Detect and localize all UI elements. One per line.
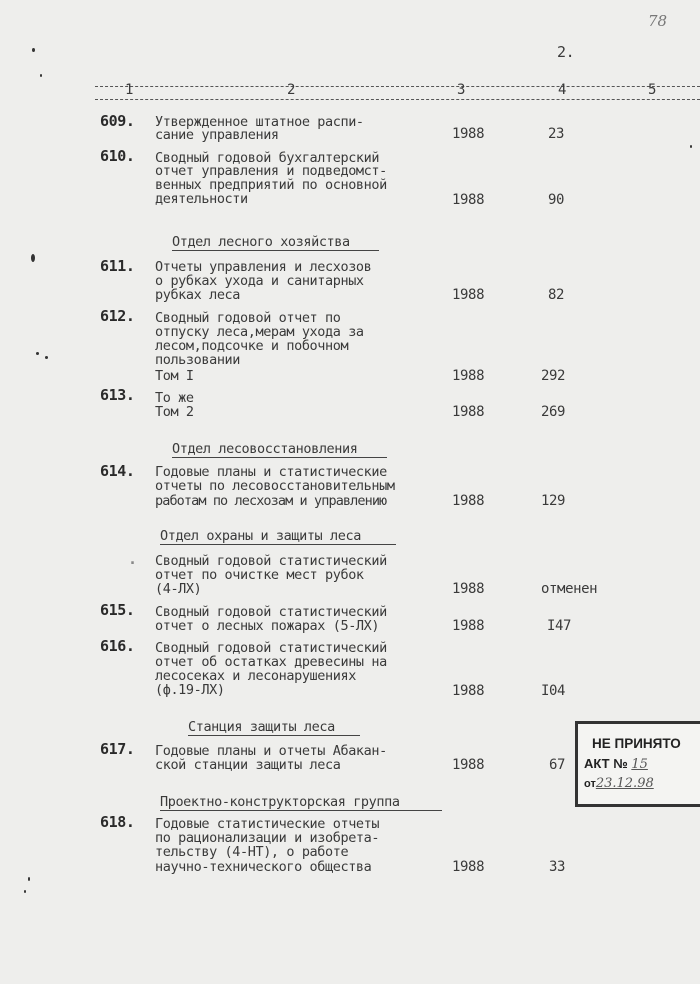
entry-sheet-count: 82 xyxy=(548,287,565,303)
entry-line: научно-технического общества xyxy=(155,859,372,875)
page-number: 2. xyxy=(557,43,575,61)
entry-year: 1988 xyxy=(452,757,485,773)
margin-speck xyxy=(32,48,35,52)
entry-number: 615. xyxy=(100,601,135,619)
entry-line: То же xyxy=(155,390,194,406)
stamp-date-label: от xyxy=(584,778,596,790)
entry-sheet-count: 292 xyxy=(541,368,566,384)
entry-line: по рационализации и изобрета- xyxy=(155,830,380,846)
entry-number: 609. xyxy=(100,112,135,130)
entry-year: 1988 xyxy=(452,618,485,634)
entry-number: 611. xyxy=(100,257,135,275)
entry-number: 616. xyxy=(100,637,135,655)
entry-sheet-count: I04 xyxy=(541,683,566,699)
entry-line: отчет об остатках древесины на xyxy=(155,654,387,670)
section-heading-forestry: Отдел лесного хозяйства xyxy=(172,236,379,251)
margin-speck xyxy=(690,145,692,148)
stamp-act-line xyxy=(584,756,648,772)
entry-number: 618. xyxy=(100,813,135,831)
entry-number: 610. xyxy=(100,147,135,165)
column-header-3: 3 xyxy=(457,82,466,98)
entry-line: (4-ЛХ) xyxy=(155,581,202,597)
entry-line: Том I xyxy=(155,368,194,384)
entry-line: отчеты по лесовосстановительным xyxy=(155,478,395,494)
column-header-5: 5 xyxy=(648,82,657,98)
entry-year: 1988 xyxy=(452,493,485,509)
pencil-folio-number: 78 xyxy=(648,12,668,30)
margin-speck xyxy=(40,74,42,77)
entry-line: (ф.19-ЛХ) xyxy=(155,682,225,698)
not-accepted-stamp xyxy=(575,721,700,807)
entry-line: пользовании xyxy=(155,352,241,368)
entry-line: отчет по очистке мест рубок xyxy=(155,567,364,583)
entry-year: 1988 xyxy=(452,859,485,875)
entry-year: 1988 xyxy=(452,368,485,384)
entry-line: тельству (4-НТ), о работе xyxy=(155,844,349,860)
section-heading-protection-station: Станция защиты леса xyxy=(188,721,360,736)
entry-line: Сводный годовой бухгалтерский xyxy=(155,150,380,166)
entry-number: 612. xyxy=(100,307,135,325)
entry-line: работам по лесхозам и управлению xyxy=(155,493,387,509)
entry-line: отчет управления и подведомст- xyxy=(155,163,387,179)
entry-sheet-count: 23 xyxy=(548,126,565,142)
entry-line: деятельности xyxy=(155,191,248,207)
entry-line: Сводный годовой статистический xyxy=(155,604,387,620)
column-header-2: 2 xyxy=(287,82,296,98)
stamp-date: 23.12.98 xyxy=(595,776,654,791)
entry-sheet-count: 33 xyxy=(549,859,566,875)
entry-sheet-count: 67 xyxy=(549,757,566,773)
entry-line: рубках леса xyxy=(155,287,241,303)
entry-line: Том 2 xyxy=(155,404,194,420)
entry-year: 1988 xyxy=(452,287,485,303)
column-header-row xyxy=(95,84,700,104)
header-dashed-line-bottom xyxy=(95,99,700,100)
entry-line: лесосеках и лесонарушениях xyxy=(155,668,356,684)
entry-number: 613. xyxy=(100,386,135,404)
margin-speck xyxy=(24,890,26,893)
entry-line: ской станции защиты леса xyxy=(155,757,341,773)
entry-line: отпуску леса,мерам ухода за xyxy=(155,324,364,340)
entry-number: . xyxy=(128,550,137,568)
entry-line: о рубках ухода и санитарных xyxy=(155,273,364,289)
header-dashed-line-top xyxy=(95,86,700,87)
entry-line: Утвержденное штатное распи- xyxy=(155,114,364,130)
entry-sheet-count: 129 xyxy=(541,493,566,509)
entry-line: Сводный годовой статистический xyxy=(155,553,387,569)
entry-line: Годовые планы и отчеты Абакан- xyxy=(155,743,387,759)
entry-line: Годовые статистические отчеты xyxy=(155,816,380,832)
entry-line: Годовые планы и статистические xyxy=(155,464,387,480)
column-header-1: 1 xyxy=(125,82,134,98)
entry-year: 1988 xyxy=(452,404,485,420)
entry-sheet-count: отменен xyxy=(541,581,598,597)
entry-line: отчет о лесных пожарах (5-ЛХ) xyxy=(155,618,380,634)
entry-line: Отчеты управления и лесхозов xyxy=(155,259,372,275)
entry-number: 614. xyxy=(100,462,135,480)
entry-sheet-count: 269 xyxy=(541,404,566,420)
entry-line: венных предприятий по основной xyxy=(155,177,387,193)
entry-year: 1988 xyxy=(452,126,485,142)
margin-speck xyxy=(36,352,39,355)
entry-sheet-count: I47 xyxy=(547,618,572,634)
entry-year: 1988 xyxy=(452,192,485,208)
section-heading-design-group: Проектно-конструкторская группа xyxy=(160,796,442,811)
entry-line: Сводный годовой статистический xyxy=(155,640,387,656)
column-header-4: 4 xyxy=(558,82,567,98)
margin-speck xyxy=(31,254,35,262)
entry-line: сание управления xyxy=(155,127,279,143)
entry-sheet-count: 90 xyxy=(548,192,565,208)
section-heading-reforestation: Отдел лесовосстановления xyxy=(172,443,387,458)
stamp-title: НЕ ПРИНЯТО xyxy=(592,736,681,751)
stamp-act-number: 15 xyxy=(631,757,648,772)
margin-speck xyxy=(28,877,30,881)
entry-line: Сводный годовой отчет по xyxy=(155,310,341,326)
stamp-act-label: АКТ № xyxy=(584,756,628,771)
section-heading-forest-protection: Отдел охраны и защиты леса xyxy=(160,530,396,545)
entry-number: 617. xyxy=(100,740,135,758)
stamp-date-line xyxy=(584,776,654,791)
entry-line: лесом,подсочке и побочном xyxy=(155,338,349,354)
margin-speck xyxy=(45,356,48,359)
entry-year: 1988 xyxy=(452,581,485,597)
entry-year: 1988 xyxy=(452,683,485,699)
